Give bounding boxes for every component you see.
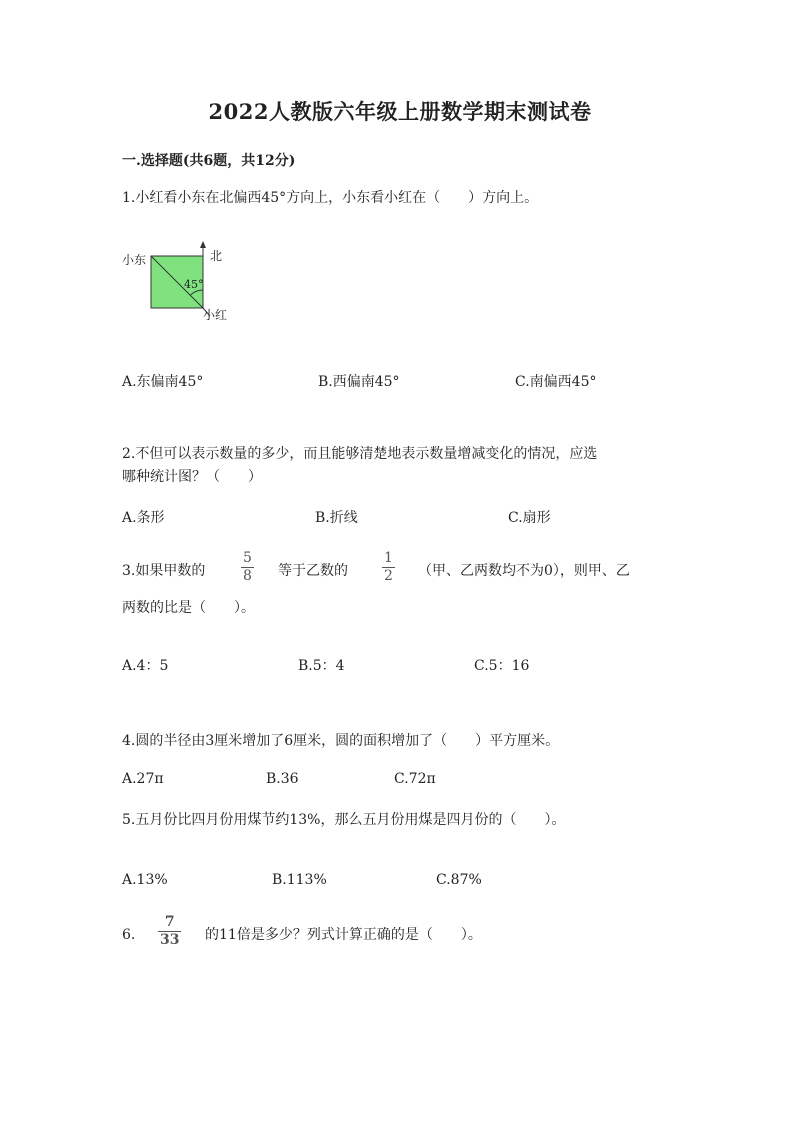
question-3-prefix: 3.如果甲数的 [122, 563, 206, 579]
q6-fraction [158, 915, 181, 948]
question-6-prefix: 6. [122, 927, 136, 943]
question-3-line2: 两数的比是（ ）。 [122, 600, 255, 616]
q4-option-b: B.36 [266, 771, 299, 787]
question-2-line1: 2.不但可以表示数量的多少，而且能够清楚地表示数量增减变化的情况，应选 [122, 446, 598, 462]
section-heading: 一.选择题(共6题，共12分) [122, 153, 296, 169]
fraction-numerator: 7 [164, 914, 175, 930]
label-xiaohong: 小红 [203, 308, 228, 322]
question-4-text: 4.圆的半径由3厘米增加了6厘米，圆的面积增加了（ ）平方厘米。 [122, 733, 560, 749]
page-title: 2022人教版六年级上册数学期末测试卷 [208, 99, 592, 124]
q5-option-a: A.13% [122, 872, 168, 888]
q3-fraction-2 [382, 551, 395, 584]
fraction-numerator: 5 [243, 550, 252, 566]
q3-fraction-1 [241, 551, 254, 584]
q3-option-b: B.5：4 [298, 658, 345, 674]
fraction-numerator: 1 [384, 550, 393, 566]
q5-option-c: C.87% [436, 872, 482, 888]
fraction-denominator: 33 [160, 932, 180, 948]
question-2-line2: 哪种统计图？（ ） [122, 469, 262, 485]
question-1-text: 1.小红看小东在北偏西45°方向上，小东看小红在（ ）方向上。 [122, 190, 539, 206]
q2-option-a: A.条形 [122, 510, 165, 526]
north-arrow-icon [200, 241, 206, 248]
question-6-suffix: 的11倍是多少？列式计算正确的是（ ）。 [205, 927, 482, 943]
question-3-middle: 等于乙数的 [278, 563, 348, 579]
label-xiaodong: 小东 [122, 253, 147, 267]
question-5-text: 5.五月份比四月份用煤节约13%，那么五月份用煤是四月份的（ ）。 [122, 812, 566, 828]
q4-option-c: C.72π [394, 771, 436, 787]
q3-option-a: A.4：5 [122, 658, 169, 674]
question-3-suffix: （甲、乙两数均不为0），则甲、乙 [418, 563, 630, 579]
q1-option-b: B.西偏南45° [318, 374, 400, 390]
q1-option-a: A.东偏南45° [122, 374, 204, 390]
q5-option-b: B.113% [272, 872, 327, 888]
q4-option-a: A.27π [122, 771, 164, 787]
q2-option-b: B.折线 [315, 510, 358, 526]
label-angle: 45° [184, 278, 204, 291]
fraction-denominator: 2 [384, 568, 393, 584]
q3-option-c: C.5：16 [474, 658, 530, 674]
fraction-denominator: 8 [243, 568, 252, 584]
q1-option-c: C.南偏西45° [515, 374, 597, 390]
q2-option-c: C.扇形 [508, 510, 551, 526]
label-bei: 北 [210, 249, 223, 263]
